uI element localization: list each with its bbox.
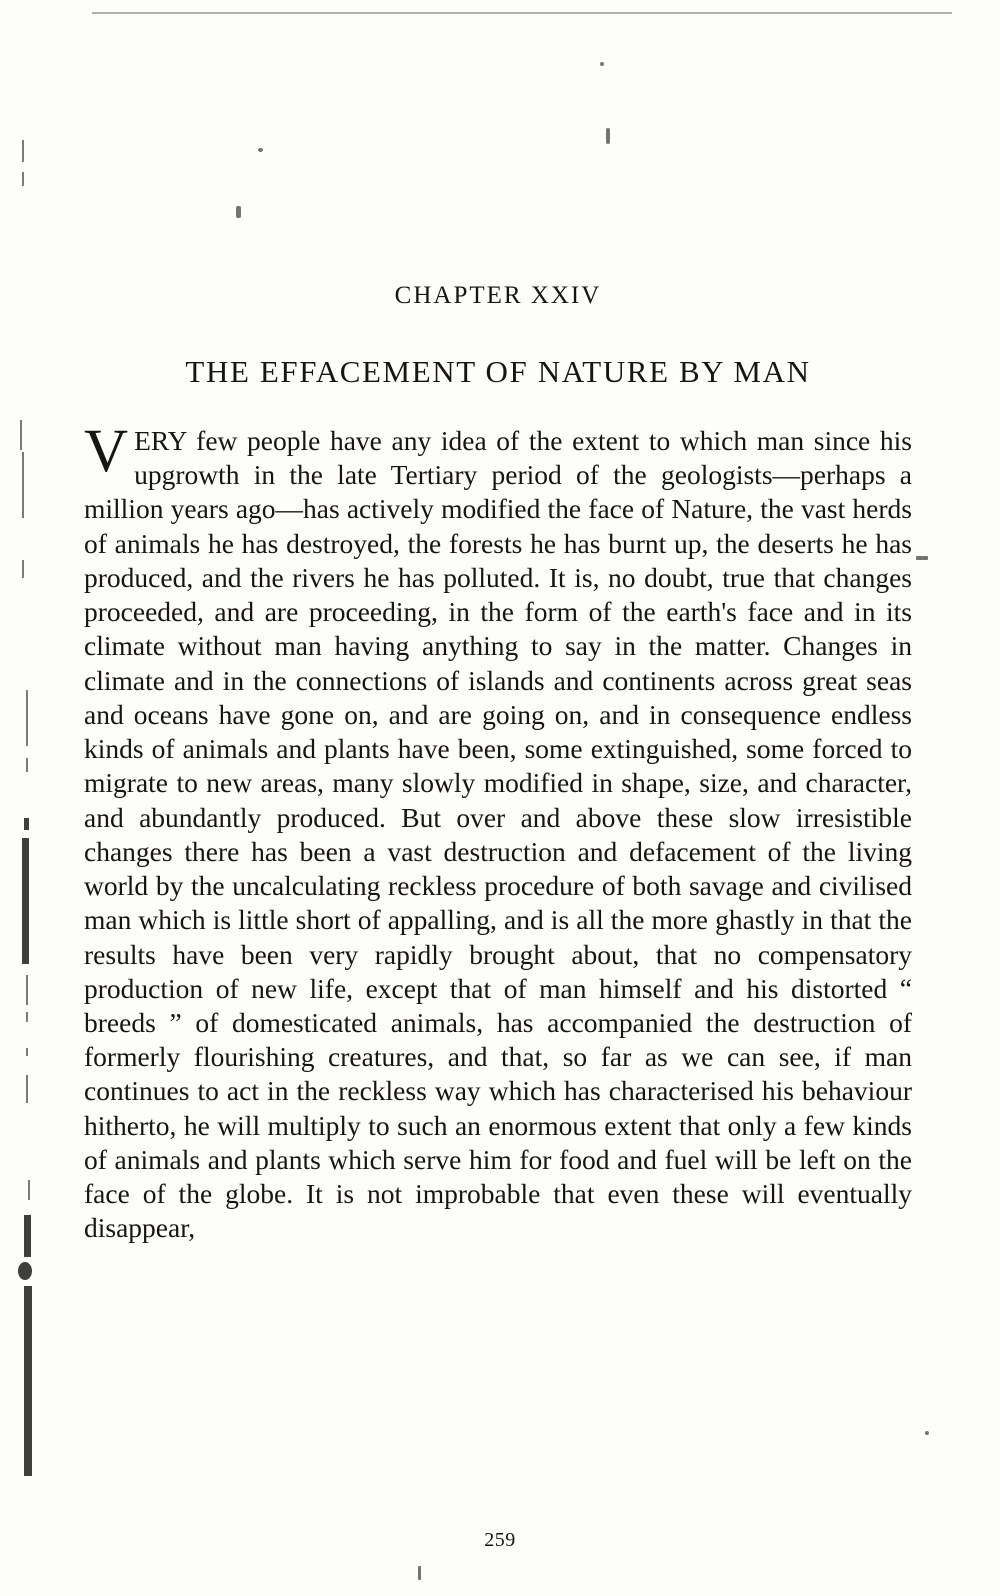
page-speck	[258, 148, 263, 152]
margin-tick	[26, 975, 28, 1005]
body-text-run: few people have any idea of the extent to which man since his upgrowth in the late Tertiary period of the geologists—perhaps a million years ago—has actively modified the face of Nature, the vast herds of animals he has destroyed, the forests he has burnt up, the deserts he has produced, and the rivers he has polluted. It is, no doubt, true that changes proceeded, and are proceeding, in the form of the earth's face and in its climate without man having anything to say in the matter. Changes in climate and in the connections of islands and continents across great seas and oceans have gone on, and are going on, and in consequence endless kinds of animals and plants have been, some extinguished, some forced to migrate to new areas, many slowly modified in shape, size, and character, and abundantly produced. But over and above these slow irresistible changes there has been a vast destruction and defacement of the living world by the uncalculating reckless procedure of both savage and civilised man which is little short of appalling, and is all the more ghastly in that the results have been very rapidly brought about, that no compensatory production of new life, except that of man himself and his distorted “ breeds ” of domesticated animals, has accompanied the destruction of formerly flourishing creatures, and that, so far as we can see, if man continues to act in the reckless way which has characterised his behaviour hitherto, he will multiply to such an enormous extent that only a few kinds of animals and plants which serve him for food and fuel will be left on the face of the globe. It is not improbable that even these will eventually disappear,	[84, 425, 912, 1244]
page-speck	[916, 556, 928, 560]
page-speck	[925, 1431, 929, 1435]
page-speck	[236, 206, 241, 218]
margin-smudge	[24, 818, 29, 830]
top-edge-rule	[92, 12, 952, 14]
chapter-title: THE EFFACEMENT OF NATURE BY MAN	[185, 354, 811, 389]
margin-tick	[22, 452, 24, 518]
margin-tick	[20, 420, 22, 450]
page-speck	[418, 1566, 421, 1580]
margin-smudge	[24, 1215, 31, 1257]
margin-tick	[22, 140, 24, 162]
margin-tick	[22, 172, 24, 186]
page-speck	[606, 128, 610, 144]
margin-tick	[22, 560, 24, 578]
page-speck	[600, 62, 604, 66]
margin-tick	[28, 1180, 30, 1200]
margin-tick	[26, 758, 28, 772]
page-number: 259	[484, 1529, 516, 1551]
margin-tick	[26, 1075, 28, 1103]
margin-tick	[26, 1048, 28, 1056]
margin-tick	[26, 1012, 28, 1022]
page-content	[84, 282, 912, 1246]
margin-tick	[26, 690, 28, 746]
drop-cap: V	[84, 418, 129, 485]
chapter-number: CHAPTER XXIV	[394, 282, 602, 309]
margin-smudge	[18, 1262, 32, 1280]
first-word-remainder: ERY	[134, 425, 187, 456]
margin-smudge	[22, 838, 29, 964]
body-paragraph	[84, 418, 912, 1246]
margin-smudge	[24, 1286, 32, 1476]
